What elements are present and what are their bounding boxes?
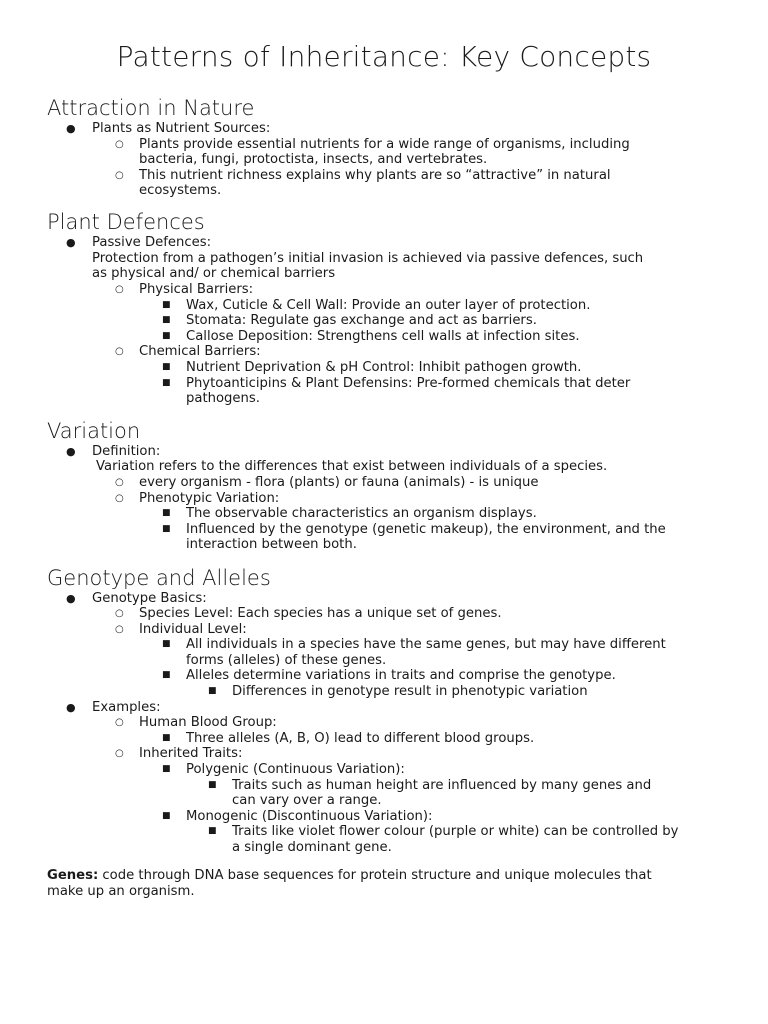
list-item: Species Level: Each species has a unique set of genes. [139,606,502,621]
bullet-square: ■ [208,780,217,790]
bullet-circle: ○ [115,608,124,619]
list-item: Three alleles (A, B, O) lead to different blood groups. [186,731,535,746]
bullet-circle: ○ [115,477,124,488]
bullet-square: ■ [162,508,171,518]
list-item: Individual Level: [139,622,247,637]
bullet-circle: ○ [115,346,124,357]
list-item-continued: a single dominant gene. [232,840,392,855]
bullet-dot: ● [66,592,76,605]
bullet-square: ■ [162,764,171,774]
bullet-circle: ○ [115,493,124,504]
section-heading-genotype: Genotype and Alleles [47,566,271,590]
section-heading-attraction: Attraction in Nature [47,96,255,120]
bullet-circle: ○ [115,284,124,295]
bullet-dot: ● [66,236,76,249]
bullet-dot: ● [66,701,76,714]
list-item: Polygenic (Continuous Variation): [186,762,405,777]
genes-note-continued: make up an organism. [47,884,195,899]
genes-note [47,868,652,884]
list-item: All individuals in a species have the same genes, but may have different [186,637,666,652]
bullet-dot: ● [66,445,76,458]
list-item: Human Blood Group: [139,715,277,730]
list-item: Stomata: Regulate gas exchange and act as barriers. [186,313,537,328]
bullet-circle: ○ [115,139,124,150]
genes-note-label: Genes: [47,868,99,883]
bullet-square: ■ [162,315,171,325]
list-item: Plants as Nutrient Sources: [92,121,271,136]
list-item: Examples: [92,700,161,715]
bullet-square: ■ [162,331,171,341]
list-item-continued: pathogens. [186,391,260,406]
list-item: Influenced by the genotype (genetic makeup), the environment, and the [186,522,666,537]
list-item: Nutrient Deprivation & pH Control: Inhibit pathogen growth. [186,360,582,375]
list-item-continued: can vary over a range. [232,793,382,808]
list-item: Phytoanticipins & Plant Defensins: Pre-formed chemicals that deter [186,376,631,391]
section-heading-defences: Plant Defences [47,210,205,234]
bullet-circle: ○ [115,624,124,635]
list-item: Alleles determine variations in traits and comprise the genotype. [186,668,616,683]
bullet-square: ■ [162,362,171,372]
bullet-circle: ○ [115,717,124,728]
bullet-square: ■ [162,300,171,310]
list-item: Differences in genotype result in phenotypic variation [232,684,588,699]
list-item: Phenotypic Variation: [139,491,280,506]
bullet-square: ■ [162,733,171,743]
list-item-continued: ecosystems. [139,183,222,198]
bullet-square: ■ [162,811,171,821]
list-item: every organism - flora (plants) or fauna (animals) - is unique [139,475,539,490]
list-item: Definition: [92,444,161,459]
bullet-circle: ○ [115,170,124,181]
list-item: Plants provide essential nutrients for a wide range of organisms, including [139,137,630,152]
genes-note-text: code through DNA base sequences for protein structure and unique molecules that [98,868,652,883]
bullet-square: ■ [162,524,171,534]
bullet-circle: ○ [115,748,124,759]
list-item: Passive Defences: [92,235,212,250]
list-item: Traits such as human height are influenced by many genes and [232,778,652,793]
bullet-square: ■ [162,670,171,680]
list-item-continued: Protection from a pathogen’s initial invasion is achieved via passive defences, such [92,251,644,266]
section-heading-variation: Variation [47,419,141,443]
list-item: Genotype Basics: [92,591,207,606]
list-item: Traits like violet flower colour (purple or white) can be controlled by [232,824,679,839]
list-item: The observable characteristics an organism displays. [186,506,537,521]
list-item: Chemical Barriers: [139,344,261,359]
list-item: Monogenic (Discontinuous Variation): [186,809,433,824]
bullet-square: ■ [208,686,217,696]
list-item: Wax, Cuticle & Cell Wall: Provide an outer layer of protection. [186,298,591,313]
bullet-dot: ● [66,122,76,135]
bullet-square: ■ [208,826,217,836]
list-item-continued: interaction between both. [186,537,357,552]
bullet-square: ■ [162,378,171,388]
list-item-continued: Variation refers to the differences that exist between individuals of a species. [96,459,608,474]
list-item: Callose Deposition: Strengthens cell walls at infection sites. [186,329,580,344]
list-item: Inherited Traits: [139,746,243,761]
list-item-continued: as physical and/ or chemical barriers [92,266,336,281]
list-item: This nutrient richness explains why plants are so “attractive” in natural [139,168,611,183]
list-item-continued: bacteria, fungi, protoctista, insects, and vertebrates. [139,152,488,167]
list-item-continued: forms (alleles) of these genes. [186,653,387,668]
list-item: Physical Barriers: [139,282,254,297]
page-title: Patterns of Inheritance: Key Concepts [116,40,652,73]
bullet-square: ■ [162,639,171,649]
